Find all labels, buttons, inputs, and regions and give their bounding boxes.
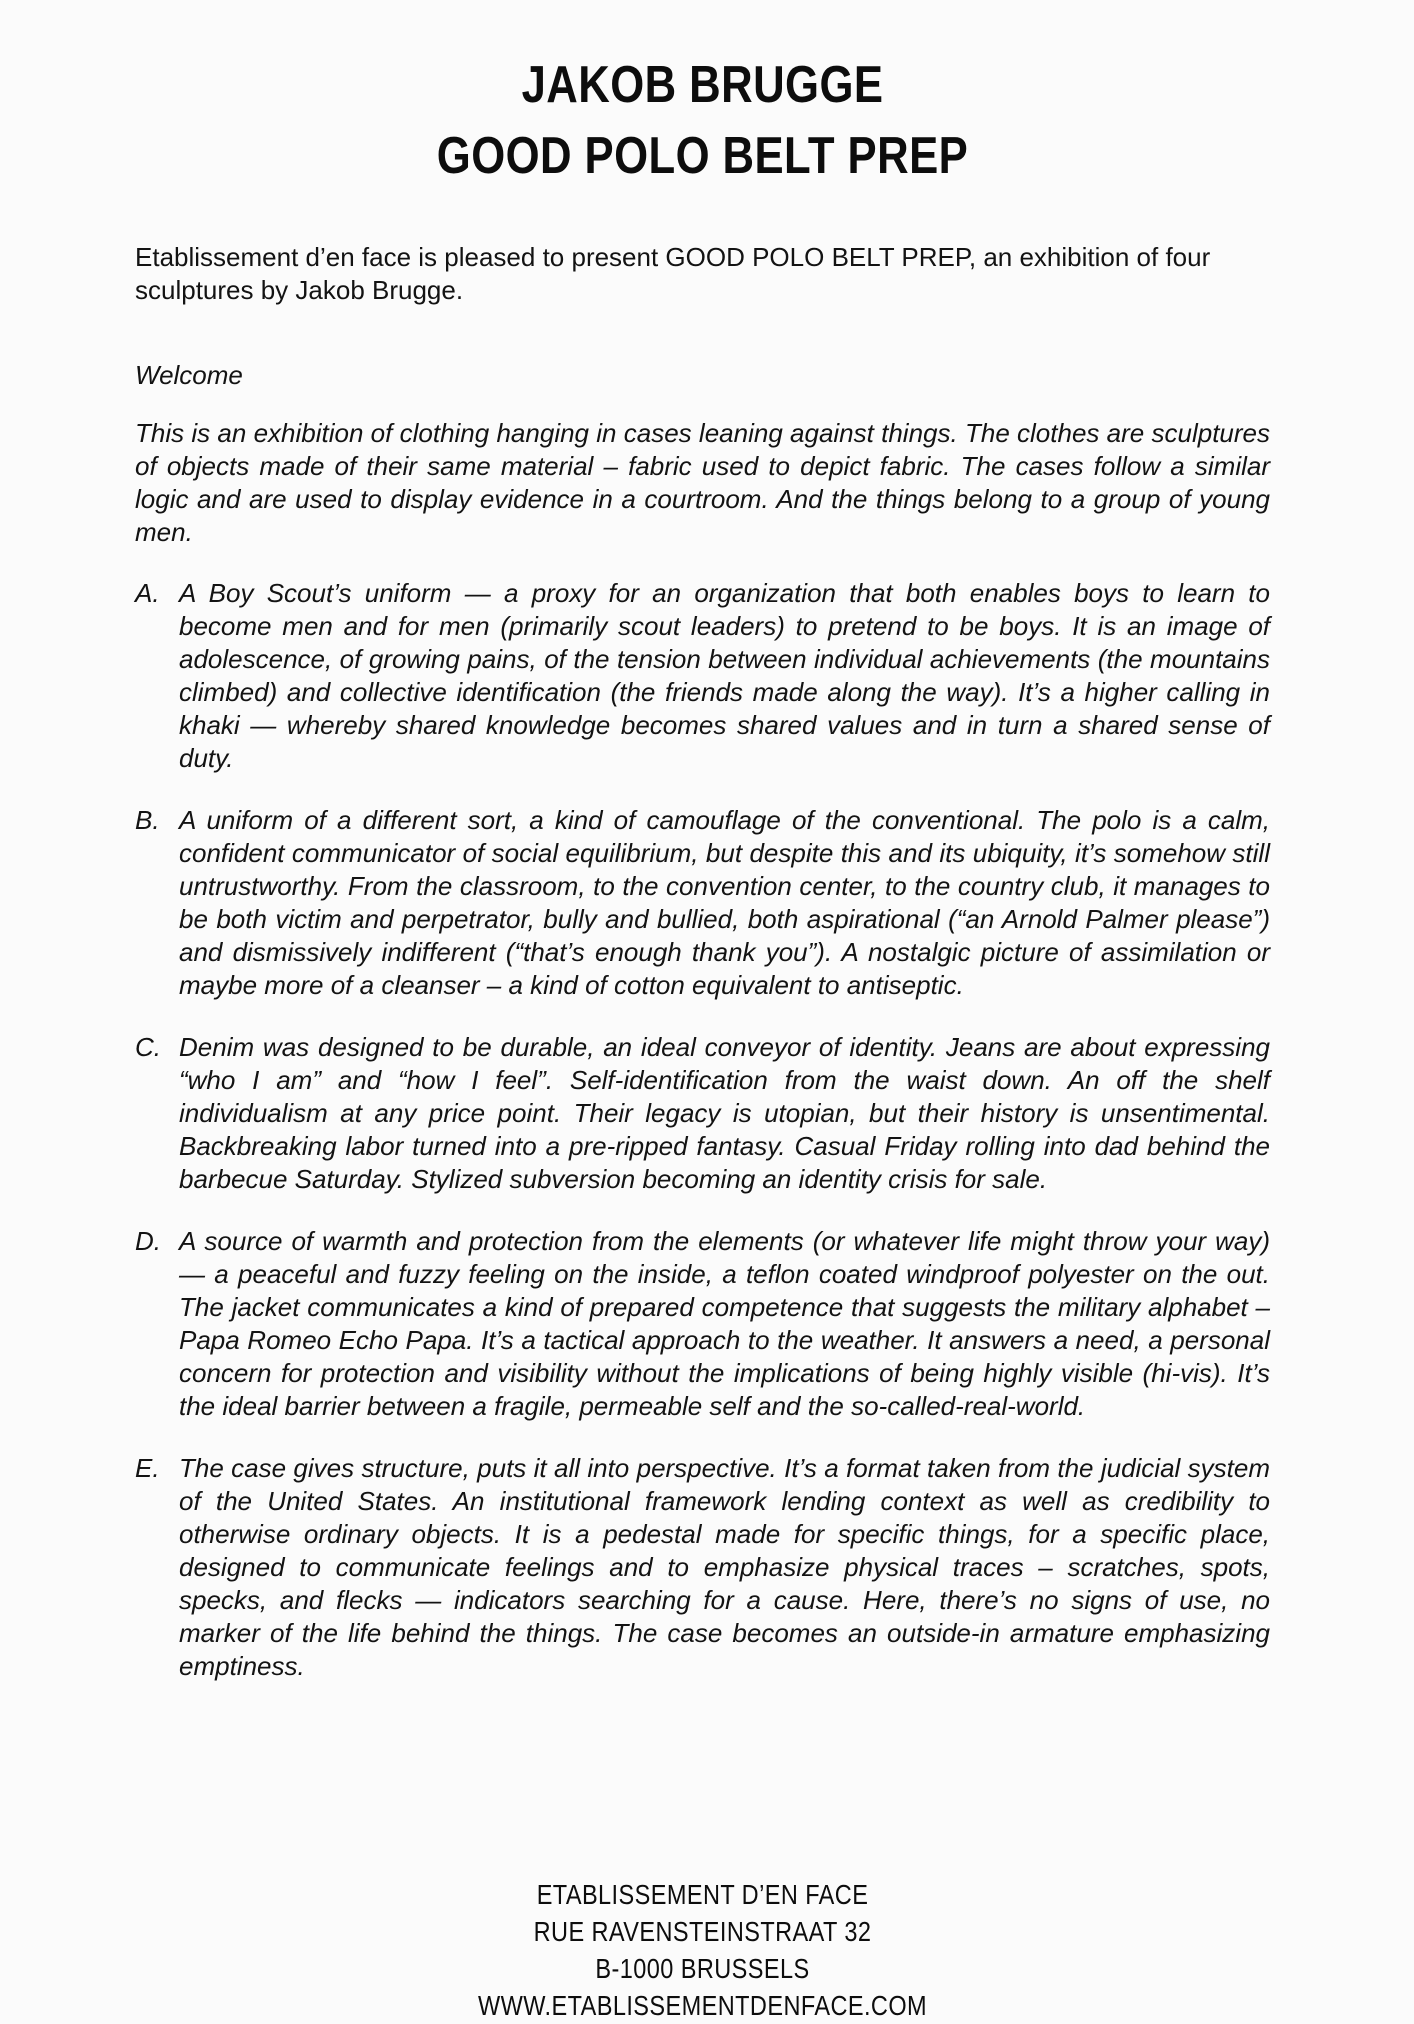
exhibition-title: GOOD POLO BELT PREP bbox=[436, 126, 969, 185]
item-text-a: A Boy Scout’s uniform — a proxy for an organization that both enables boys to learn to become men and for men (primarily scout leaders) to pretend to be boys. It is an image of adolescence, of growing pains, of the tension between individual achievements (the mountains climbed) and collective identification (the friends made along the way). It’s a higher calling in khaki — whereby shared knowledge becomes shared values and in turn a shared sense of duty. bbox=[179, 578, 1270, 774]
list-item-c bbox=[135, 1031, 1270, 1196]
item-letter-c: C. bbox=[135, 1032, 161, 1063]
item-letter-a: A. bbox=[135, 578, 160, 609]
footer-line-street-address: RUE RAVENSTEINSTRAAT 32 bbox=[533, 1916, 872, 1947]
list-item-b bbox=[135, 804, 1270, 1002]
overview-paragraph: This is an exhibition of clothing hanging in cases leaning against things. The clothes are sculptures of objects made of their same material – fabric used to depict fabric. The cases follow a similar logic and are used to display evidence in a courtroom. And the things belong to a group of young men. bbox=[135, 418, 1270, 548]
artist-title: JAKOB BRUGGE bbox=[521, 56, 884, 114]
welcome-heading: Welcome bbox=[135, 360, 243, 391]
item-text-c: Denim was designed to be durable, an ideal conveyor of identity. Jeans are about expressing “who I am” and “how I feel”. Self-identification from the waist down. An off the shelf individualism at any price point. Their legacy is utopian, but their history is unsentimental. Backbreaking labor turned into a pre-ripped fantasy. Casual Friday rolling into dad behind the barbecue Saturday. Stylized subversion becoming an identity crisis for sale. bbox=[179, 1032, 1270, 1195]
item-letter-b: B. bbox=[135, 805, 160, 836]
footer-line-city: B-1000 BRUSSELS bbox=[595, 1953, 810, 1984]
footer bbox=[226, 1876, 1179, 2024]
item-text-d: A source of warmth and protection from the elements (or whatever life might throw your way) — a peaceful and fuzzy feeling on the inside, a teflon coated windproof polyester on the out. The jacket communicates a kind of prepared competence that suggests the military alphabet – Papa Romeo Echo Papa. It’s a tactical approach to the weather. It answers a need, a personal concern for protection and visibility without the implications of being highly visible (hi-vis). It’s the ideal barrier between a fragile, permeable self and the so-called-real-world. bbox=[179, 1226, 1270, 1422]
item-text-b: A uniform of a different sort, a kind of camouflage of the conventional. The polo is a calm, confident communicator of social equilibrium, but despite this and its ubiquity, it’s somehow still untrustworthy. From the classroom, to the convention center, to the country club, it manages to be both victim and perpetrator, bully and bullied, both aspirational (“an Arnold Palmer please”) and dismissively indifferent (“that’s enough thank you”). A nostalgic picture of assimilation or maybe more of a cleanser – a kind of cotton equivalent to antiseptic. bbox=[179, 805, 1270, 1001]
item-text-e: The case gives structure, puts it all into perspective. It’s a format taken from the judicial system of the United States. An institutional framework lending context as well as credibility to otherwise ordinary objects. It is a pedestal made for specific things, for a specific place, designed to communicate feelings and to emphasize physical traces – scratches, spots, specks, and flecks — indicators searching for a cause. Here, there’s no signs of use, no marker of the life behind the things. The case becomes an outside-in armature emphasizing emptiness. bbox=[179, 1453, 1270, 1682]
lettered-list bbox=[135, 577, 1270, 1683]
item-letter-e: E. bbox=[135, 1453, 160, 1484]
item-letter-d: D. bbox=[135, 1226, 161, 1257]
footer-line-gallery-name: ETABLISSEMENT D’EN FACE bbox=[536, 1879, 869, 1910]
list-item-a bbox=[135, 577, 1270, 775]
intro-paragraph: Etablissement d’en face is pleased to present GOOD POLO BELT PREP, an exhibition of four sculptures by Jakob Brugge. bbox=[135, 242, 1211, 306]
list-item-e bbox=[135, 1452, 1270, 1683]
footer-line-website: WWW.ETABLISSEMENTDENFACE.COM bbox=[477, 1990, 928, 2021]
list-item-d bbox=[135, 1225, 1270, 1423]
